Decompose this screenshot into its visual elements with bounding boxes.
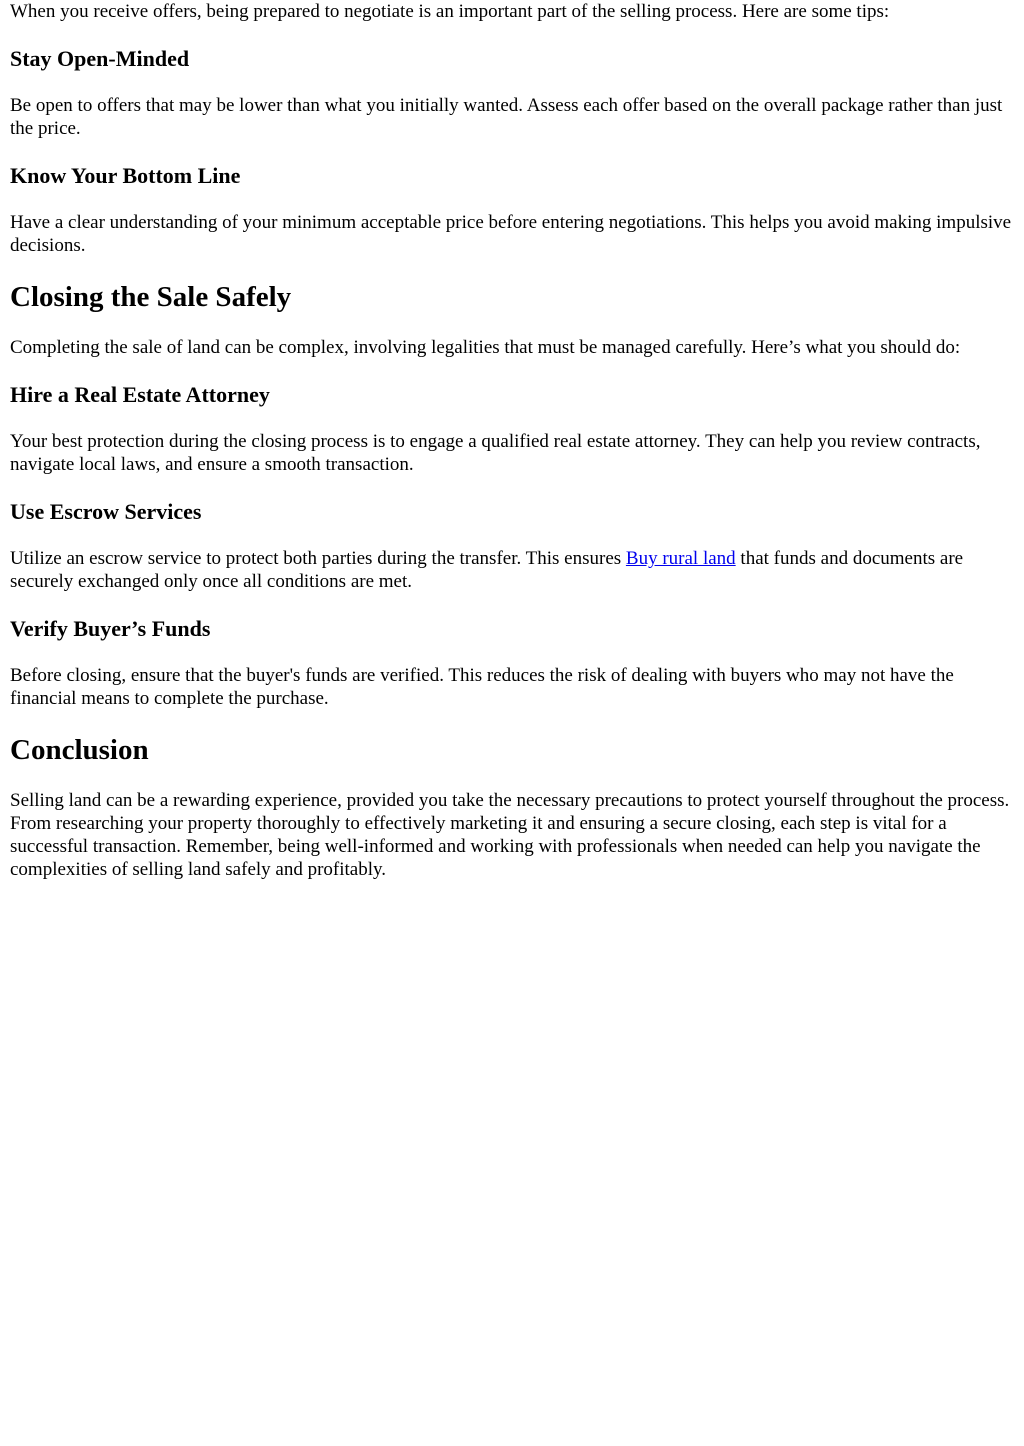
- closing-paragraph: Completing the sale of land can be complex, involving legalities that must be managed carefully. Here’s what you should do:: [10, 337, 961, 358]
- attorney-paragraph: Your best protection during the closing process is to engage a qualified real estate attorney. They can help you review contracts, navigate local laws, and ensure a smooth transaction.: [10, 431, 981, 475]
- escrow-heading: Use Escrow Services: [10, 499, 202, 524]
- stay-open-heading: Stay Open-Minded: [10, 46, 190, 71]
- escrow-text-after-link: that funds and documents are securely exchanged only once all conditions are met.: [10, 548, 964, 592]
- conclusion-heading: Conclusion: [10, 734, 149, 766]
- bottom-line-heading: Know Your Bottom Line: [10, 163, 241, 188]
- buy-rural-land-link[interactable]: Buy rural land: [625, 548, 736, 569]
- stay-open-paragraph: Be open to offers that may be lower than what you initially wanted. Assess each offer based on the overall package rather than just the price.: [10, 95, 1003, 139]
- bottom-line-paragraph: Have a clear understanding of your minimum acceptable price before entering negotiations. This helps you avoid making impulsive decisions.: [10, 212, 1012, 256]
- verify-paragraph: Before closing, ensure that the buyer's funds are verified. This reduces the risk of dealing with buyers who may not have the financial means to complete the purchase.: [10, 665, 954, 709]
- conclusion-paragraph: Selling land can be a rewarding experience, provided you take the necessary precautions to protect yourself throughout the process. From researching your property thoroughly to effectively marketing it and ensuring a secure closing, each step is vital for a successful transaction. Remember, being well-informed and working with professionals when needed can help you navigate the complexities of selling land safely and profitably.: [10, 790, 1010, 880]
- escrow-text-before-link: Utilize an escrow service to protect both parties during the transfer. This ensures: [10, 548, 626, 569]
- closing-heading: Closing the Sale Safely: [10, 281, 292, 313]
- escrow-paragraph: [10, 547, 1014, 593]
- intro-paragraph: When you receive offers, being prepared to negotiate is an important part of the selling process. Here are some tips:: [10, 1, 890, 22]
- attorney-heading: Hire a Real Estate Attorney: [10, 382, 270, 407]
- verify-heading: Verify Buyer’s Funds: [10, 616, 211, 641]
